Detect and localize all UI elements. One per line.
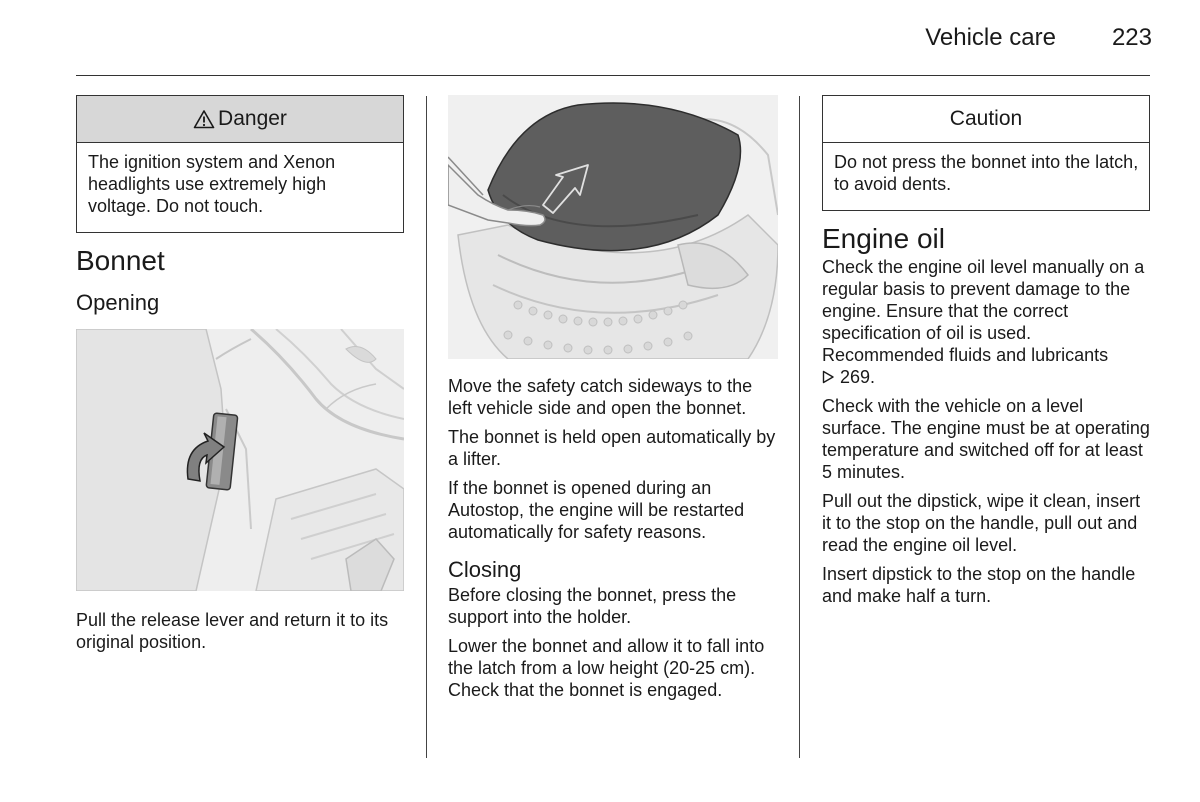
danger-box xyxy=(76,95,404,233)
caution-box xyxy=(822,95,1150,211)
bonnet-heading: Bonnet xyxy=(76,245,165,276)
engine-oil-heading: Engine oil xyxy=(822,223,945,254)
closing-support-text: Before closing the bonnet, press the support into the holder. xyxy=(448,585,737,627)
release-lever-figure xyxy=(76,329,404,591)
column-divider xyxy=(426,96,427,758)
danger-text: The ignition system and Xenon headlights use extremely high voltage. Do not touch. xyxy=(88,152,336,216)
page-number: 223 xyxy=(1111,24,1152,51)
caution-text: Do not press the bonnet into the latch, to avoid dents. xyxy=(834,152,1139,194)
release-lever-caption: Pull the release lever and return it to its original position. xyxy=(76,610,389,652)
danger-title: Danger xyxy=(218,107,287,130)
section-title: Vehicle care xyxy=(925,24,1056,51)
opening-heading: Opening xyxy=(76,290,160,315)
insert-dipstick-text: Insert dipstick to the stop on the handle and make half a turn. xyxy=(822,564,1136,606)
closing-heading: Closing xyxy=(448,557,522,582)
column-left xyxy=(76,95,404,653)
column-divider xyxy=(799,96,800,758)
dipstick-text: Pull out the dipstick, wipe it clean, insert it to the stop on the handle, pull out and read the engine oil level. xyxy=(822,491,1141,555)
reference-page: 269. xyxy=(840,367,876,387)
closing-latch-text: Lower the bonnet and allow it to fall into the latch from a low height (20-25 cm). Check that the bonnet is engaged. xyxy=(448,636,765,700)
open-bonnet-figure xyxy=(448,95,778,359)
engine-oil-check-text xyxy=(822,256,1150,388)
column-right xyxy=(822,95,1150,607)
autostop-text: If the bonnet is opened during an Autostop, the engine will be restarted automatically for safety reasons. xyxy=(448,478,745,542)
page-header xyxy=(76,24,1152,58)
lifter-text: The bonnet is held open automatically by a lifter. xyxy=(448,427,776,469)
caution-title: Caution xyxy=(949,107,1023,130)
level-surface-text: Check with the vehicle on a level surface. The engine must be at operating temperature and switched off for at least 5 minutes. xyxy=(822,396,1150,482)
header-rule xyxy=(76,75,1150,76)
warning-triangle-icon xyxy=(193,109,215,129)
safety-catch-text: Move the safety catch sideways to the left vehicle side and open the bonnet. xyxy=(448,376,753,418)
reference-arrow-icon xyxy=(822,370,835,384)
danger-header xyxy=(77,96,403,143)
column-middle xyxy=(448,95,778,701)
engine-oil-check-body: Check the engine oil level manually on a regular basis to prevent damage to the engine. Ensure that the correct specification of oil is used. Recommended fluids and lubricants xyxy=(822,257,1145,365)
caution-header xyxy=(823,96,1149,143)
